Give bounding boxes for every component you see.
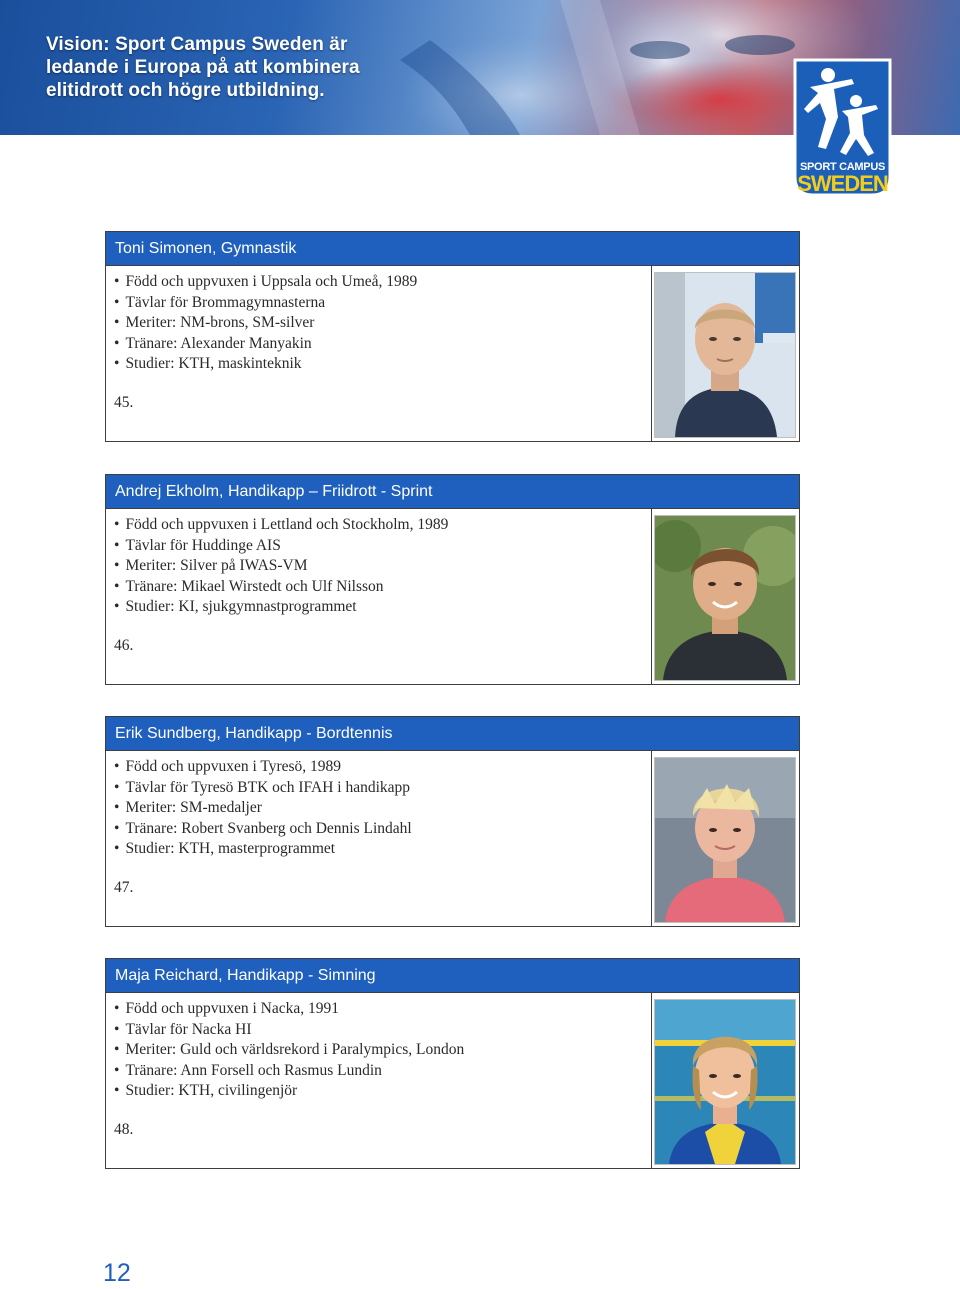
athlete-number: 47. (114, 879, 134, 896)
athlete-card (105, 231, 800, 442)
page-number: 12 (103, 1259, 131, 1287)
athlete-photo (654, 757, 796, 923)
photo-cell (651, 509, 800, 684)
fact-item: • Studier: KTH, masterprogrammet (114, 839, 412, 860)
fact-item: • Meriter: Silver på IWAS-VM (114, 556, 448, 577)
fact-item: • Född och uppvuxen i Uppsala och Umeå, 1989 (114, 272, 417, 293)
athlete-name: Andrej Ekholm, Handikapp – Friidrott - Sprint (106, 475, 799, 509)
fact-item: • Tävlar för Huddinge AIS (114, 536, 448, 557)
fact-item: • Meriter: SM-medaljer (114, 798, 412, 819)
sport-campus-sweden-logo (792, 57, 893, 198)
vision-line-1: Vision: Sport Campus Sweden är (46, 34, 348, 55)
athlete-facts (114, 757, 412, 860)
fact-item: • Tävlar för Brommagymnasterna (114, 293, 417, 314)
athlete-card (105, 716, 800, 927)
portrait-image (655, 516, 795, 680)
athlete-number: 48. (114, 1121, 134, 1138)
vision-line-2: ledande i Europa på att kombinera (46, 57, 360, 78)
fact-item: • Tränare: Alexander Manyakin (114, 334, 417, 355)
fact-item: • Tränare: Mikael Wirstedt och Ulf Nilsson (114, 577, 448, 598)
fact-item: • Studier: KTH, maskinteknik (114, 354, 417, 375)
athlete-name: Erik Sundberg, Handikapp - Bordtennis (106, 717, 799, 751)
photo-cell (651, 266, 800, 441)
athlete-facts (114, 272, 417, 375)
athlete-card (105, 958, 800, 1169)
fact-item: • Tävlar för Nacka HI (114, 1020, 464, 1041)
fact-item: • Tränare: Ann Forsell och Rasmus Lundin (114, 1061, 464, 1082)
fact-item: • Studier: KTH, civilingenjör (114, 1081, 464, 1102)
athlete-facts (114, 999, 464, 1102)
logo-text-line-2: SWEDEN (797, 171, 888, 196)
vision-statement (46, 33, 360, 102)
fact-item: • Född och uppvuxen i Tyresö, 1989 (114, 757, 412, 778)
portrait-image (655, 273, 795, 437)
fact-item: • Meriter: Guld och världsrekord i Paralympics, London (114, 1040, 464, 1061)
athlete-facts (114, 515, 448, 618)
athlete-name: Toni Simonen, Gymnastik (106, 232, 799, 266)
fact-item: • Född och uppvuxen i Lettland och Stockholm, 1989 (114, 515, 448, 536)
fact-item: • Född och uppvuxen i Nacka, 1991 (114, 999, 464, 1020)
photo-cell (651, 751, 800, 926)
portrait-image (655, 758, 795, 922)
athlete-photo (654, 272, 796, 438)
athlete-photo (654, 515, 796, 681)
athlete-number: 45. (114, 394, 134, 411)
athlete-photo (654, 999, 796, 1165)
athlete-name: Maja Reichard, Handikapp - Simning (106, 959, 799, 993)
athlete-card (105, 474, 800, 685)
logo-text-line-1: SPORT CAMPUS (799, 161, 886, 173)
athlete-number: 46. (114, 637, 134, 654)
fact-item: • Tränare: Robert Svanberg och Dennis Lindahl (114, 819, 412, 840)
vision-line-3: elitidrott och högre utbildning. (46, 80, 325, 101)
fact-item: • Tävlar för Tyresö BTK och IFAH i handikapp (114, 778, 412, 799)
portrait-image (655, 1000, 795, 1164)
photo-cell (651, 993, 800, 1168)
fact-item: • Studier: KI, sjukgymnastprogrammet (114, 597, 448, 618)
fact-item: • Meriter: NM-brons, SM-silver (114, 313, 417, 334)
